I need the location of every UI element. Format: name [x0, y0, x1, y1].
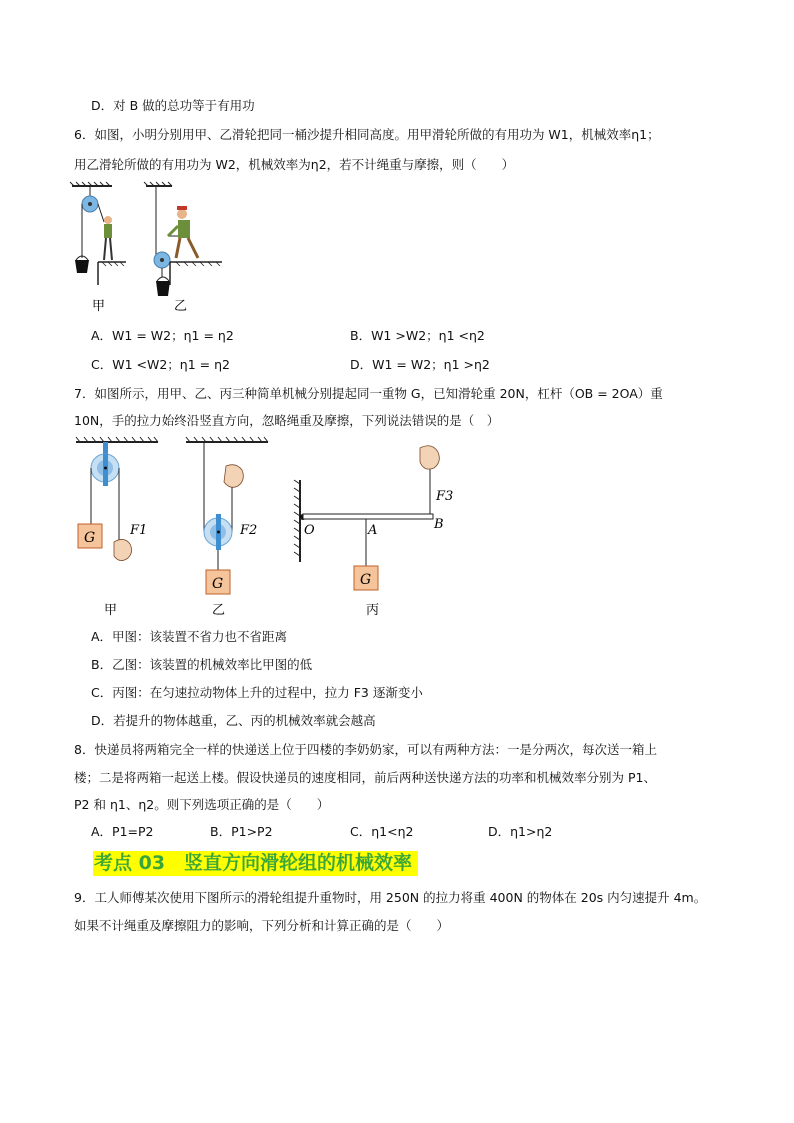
point-b-label: B	[434, 517, 444, 532]
force-f3-label: F3	[436, 489, 454, 504]
q9-stem-line1: 9．工人师傅某次使用下图所示的滑轮组提升重物时，用 250N 的拉力将重 400N 的物体在 20s 内匀速提升 4m。	[74, 890, 707, 905]
weight-label: G	[360, 572, 372, 588]
q6-stem-line2: 用乙滑轮所做的有用功为 W2，机械效率为η2，若不计绳重与摩擦，则（ ）	[74, 157, 515, 172]
section-heading: 考点 03 竖直方向滑轮组的机械效率	[93, 851, 418, 876]
q6-stem-line1: 6．如图，小明分别用甲、乙滑轮把同一桶沙提升相同高度。用甲滑轮所做的有用功为 W1，机械效率η1；	[74, 127, 660, 142]
hand-icon	[224, 465, 243, 488]
q7-stem-line2: 10N，手的拉力始终沿竖直方向，忽略绳重及摩擦，下列说法错误的是（ ）	[74, 413, 500, 428]
q6-label-jia: 甲	[92, 299, 106, 314]
q7-option-c: C．丙图：在匀速拉动物体上升的过程中，拉力 F3 逐渐变小	[91, 685, 423, 700]
q6-label-yi: 乙	[174, 299, 188, 314]
weight-label: G	[84, 530, 96, 546]
q7-option-b: B．乙图：该装置的机械效率比甲图的低	[91, 657, 313, 672]
q7-label-bing: 丙	[366, 603, 380, 618]
person-icon	[104, 216, 112, 224]
q8-stem-line3: P2 和 η1、η2。则下列选项正确的是（ ）	[74, 797, 330, 812]
q7-option-d: D．若提升的物体越重，乙、丙的机械效率就会越高	[91, 713, 376, 728]
bucket-icon	[156, 281, 170, 296]
point-a-label: A	[368, 523, 378, 538]
q8-option-b: B．P1>P2	[210, 824, 273, 839]
q6-option-b: B．W1 >W2；η1 <η2	[350, 328, 485, 343]
q7-option-a: A．甲图：该装置不省力也不省距离	[91, 629, 288, 644]
q6-option-d: D．W1 = W2；η1 >η2	[350, 357, 490, 372]
q7-stem-line1: 7．如图所示，用甲、乙、丙三种简单机械分别提起同一重物 G，已知滑轮重 20N，杠杆（OB = 2OA）重	[74, 386, 663, 401]
q8-stem-line2: 楼；二是将两箱一起送上楼。假设快递员的速度相同，前后两种送快递方法的功率和机械效率分别为 P1、	[74, 770, 656, 785]
q7-label-jia: 甲	[104, 603, 118, 618]
q8-option-d: D．η1>η2	[488, 824, 553, 839]
hand-icon	[420, 446, 439, 469]
person-icon	[177, 209, 187, 219]
q6-option-c: C．W1 <W2；η1 = η2	[91, 357, 230, 372]
q6-option-a: A．W1 = W2；η1 = η2	[91, 328, 234, 343]
point-o-label: O	[304, 523, 315, 538]
q7-figure	[68, 434, 454, 624]
q7-label-yi: 乙	[212, 603, 226, 618]
q8-option-c: C．η1<η2	[350, 824, 414, 839]
force-f2-label: F2	[240, 523, 258, 538]
q8-option-a: A．P1=P2	[91, 824, 154, 839]
q6-figure	[68, 180, 228, 315]
force-f1-label: F1	[130, 523, 148, 538]
hand-icon	[114, 539, 132, 560]
lever-bar	[303, 514, 433, 519]
q9-stem-line2: 如果不计绳重及摩擦阻力的影响，下列分析和计算正确的是（ ）	[74, 918, 450, 933]
q8-stem-line1: 8．快递员将两箱完全一样的快递送上位于四楼的李奶奶家，可以有两种方法：一是分两次，每次送一箱上	[74, 742, 657, 757]
q5-option-d: D．对 B 做的总功等于有用功	[91, 98, 255, 113]
bucket-icon	[75, 260, 89, 273]
weight-label: G	[212, 576, 224, 592]
